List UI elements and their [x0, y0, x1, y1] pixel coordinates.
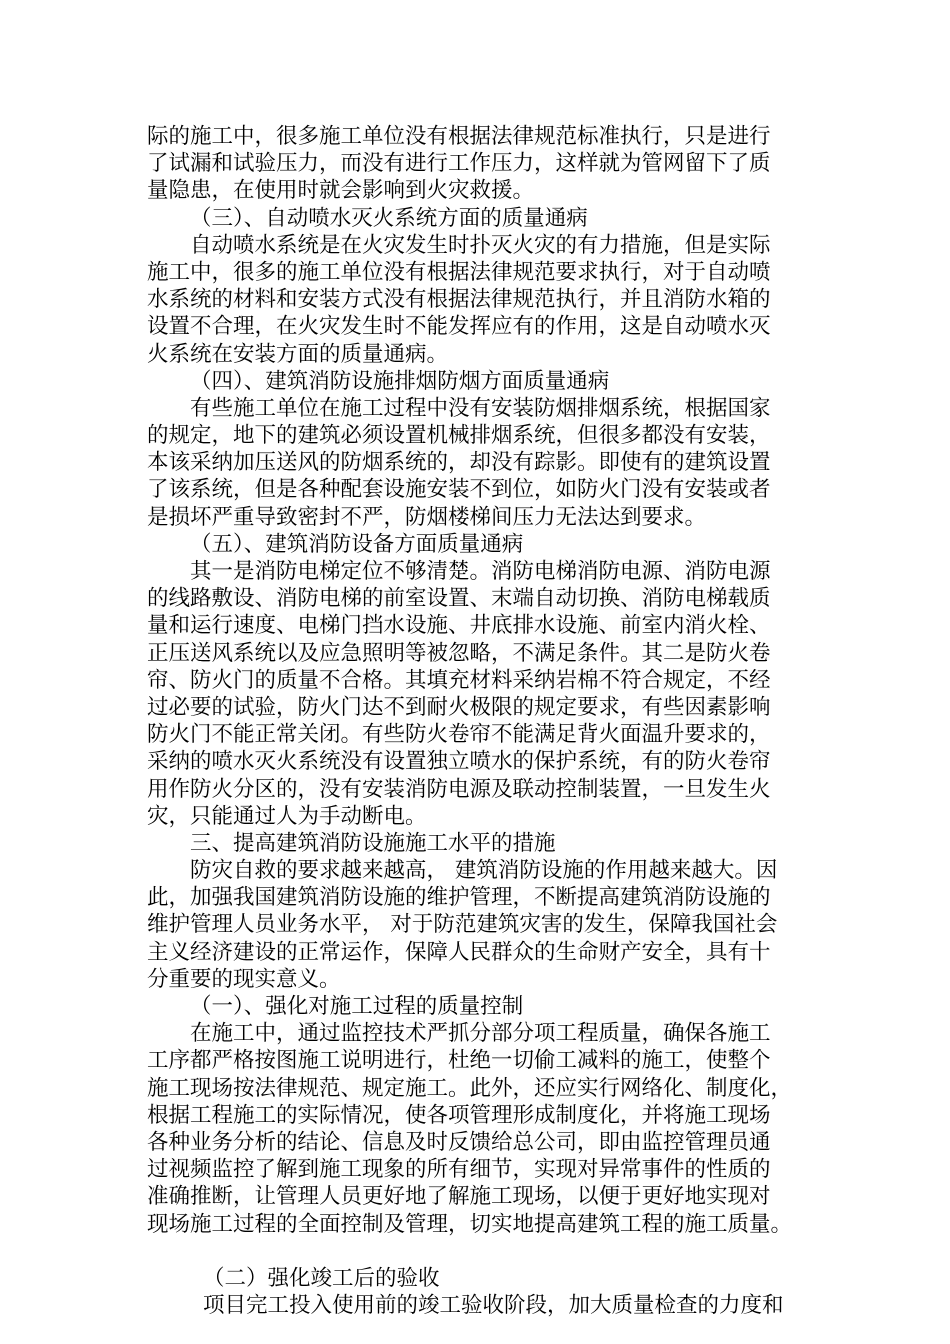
section-heading: （三）、自动喷水灭火系统方面的质量通病: [190, 205, 588, 231]
text-line: 帘、防火门的质量不合格。其填充材料采纳岩棉不符合规定，不经: [147, 667, 771, 693]
section-heading: （一）、强化对施工过程的质量控制: [190, 994, 524, 1019]
text-line: 的线路敷设、消防电梯的前室设置、末端自动切换、消防电梯载质: [147, 586, 771, 612]
text-line: 有些施工单位在施工过程中没有安装防烟排烟系统，根据国家: [190, 395, 771, 421]
paragraph-gap: [147, 1238, 807, 1265]
text-line: 现场施工过程的全面控制及管理，切实地提高建筑工程的施工质量。: [147, 1211, 793, 1237]
text-line: 项目完工投入使用前的竣工验收阶段，加大质量检查的力度和: [203, 1292, 784, 1318]
text-line: 过视频监控了解到施工现象的所有细节，实现对异常事件的性质的: [147, 1157, 771, 1183]
text-line: 过必要的试验，防火门达不到耐火极限的规定要求，有些因素影响: [147, 694, 771, 720]
section-heading: （五）、建筑消防设备方面质量通病: [190, 531, 524, 557]
text-line: 维护管理人员业务水平， 对于防范建筑灾害的发生，保障我国社会: [147, 912, 778, 938]
text-line: 施工中，很多的施工单位没有根据法律规范要求执行，对于自动喷: [147, 259, 771, 285]
text-line: 主义经济建设的正常运作，保障人民群众的生命财产安全，具有十: [147, 939, 771, 965]
text-line: 正压送风系统以及应急照明等被忽略，不满足条件。其二是防火卷: [147, 640, 771, 666]
text-line: 量和运行速度、电梯门挡水设施、井底排水设施、前室内消火栓、: [147, 613, 771, 639]
text-line: 采纳的喷水灭火系统没有设置独立喷水的保护系统，有的防火卷帘: [147, 749, 771, 775]
text-line: 的规定，地下的建筑必须设置机械排烟系统，但很多都没有安装，: [147, 423, 771, 449]
text-line: 量隐患，在使用时就会影响到火灾救援。: [147, 178, 535, 204]
text-line: 火系统在安装方面的质量通病。: [147, 341, 449, 367]
text-line: 防火门不能正常关闭。有些防火卷帘不能满足背火面温升要求的，: [147, 722, 771, 748]
section-heading: （二）强化竣工后的验收: [203, 1265, 440, 1291]
text-line: 设置不合理，在火灾发生时不能发挥应有的作用，这是自动喷水灭: [147, 314, 771, 340]
text-line: 用作防火分区的，没有安装消防电源及联动控制装置，一旦发生火: [147, 776, 771, 802]
text-line: 此，加强我国建筑消防设施的维护管理，不断提高建筑消防设施的: [147, 885, 771, 911]
text-line: 际的施工中，很多施工单位没有根据法律规范标准执行，只是进行: [147, 124, 771, 149]
text-line: 根据工程施工的实际情况，使各项管理形成制度化，并将施工现场: [147, 1102, 771, 1128]
text-line: 准确推断，让管理人员更好地了解施工现场，以便于更好地实现对: [147, 1184, 771, 1210]
text-line: 分重要的现实意义。: [147, 966, 341, 992]
text-line: 了该系统，但是各种配套设施安装不到位，如防火门没有安装或者: [147, 477, 771, 503]
text-line: 工序都严格按图施工说明进行，杜绝一切偷工减料的施工，使整个: [147, 1048, 771, 1074]
text-line: 是损坏严重导致密封不严，防烟楼梯间压力无法达到要求。: [147, 504, 707, 530]
text-line: 自动喷水系统是在火灾发生时扑灭火灾的有力措施，但是实际: [190, 232, 771, 258]
body-text: [147, 123, 807, 1319]
text-line: 灾，只能通过人为手动断电。: [147, 803, 427, 829]
section-heading: 三、提高建筑消防设施施工水平的措施: [190, 830, 556, 856]
text-line: 其一是消防电梯定位不够清楚。消防电梯消防电源、消防电源: [190, 559, 771, 584]
text-line: 各种业务分析的结论、信息及时反馈给总公司，即由监控管理员通: [147, 1129, 771, 1155]
text-line: 了试漏和试验压力，而没有进行工作压力，这样就为管网留下了质: [147, 151, 771, 177]
text-line: 水系统的材料和安装方式没有根据法律规范执行，并且消防水箱的: [147, 287, 771, 313]
text-line: 防灾自救的要求越来越高， 建筑消防设施的作用越来越大。因: [190, 858, 778, 884]
text-line: 本该采纳加压送风的防烟系统的，却没有踪影。即使有的建筑设置: [147, 450, 771, 476]
text-line: 在施工中，通过监控技术严抓分部分项工程质量，确保各施工: [190, 1021, 771, 1047]
section-heading: （四）、建筑消防设施排烟防烟方面质量通病: [190, 368, 610, 394]
text-line: 施工现场按法律规范、规定施工。此外，还应实行网络化、制度化，: [147, 1075, 793, 1101]
